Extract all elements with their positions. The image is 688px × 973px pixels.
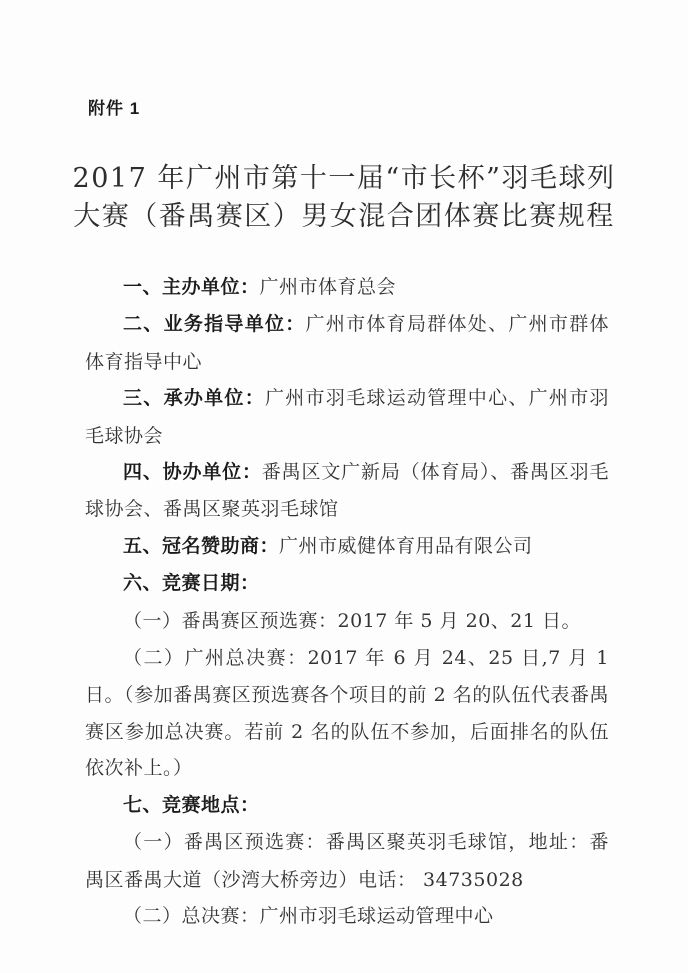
para-co-organizer-label: 四、协办单位：: [123, 462, 262, 484]
para-competition-dates-label: 六、竞赛日期：: [123, 573, 260, 595]
title-line-1: 2017 年广州市第十一届“市长杯”羽毛球列: [72, 163, 616, 194]
para-preliminary-date-text: （一）番禺赛区预选赛：2017 年 5 月 20、21 日。: [123, 609, 581, 632]
document-title: [44, 160, 644, 236]
para-venues-heading: [85, 787, 609, 824]
para-organizer: [85, 380, 609, 454]
para-preliminary-venue-text: （一）番禺区预选赛：番禺区聚英羽毛球馆，地址：番禺区番禺大道（沙湾大桥旁边）电话： 34735028: [85, 831, 609, 891]
para-host-org-text: 广州市体育总会: [259, 276, 397, 298]
para-host-org-label: 一、主办单位：: [123, 277, 260, 298]
document-body: [85, 269, 609, 935]
para-sponsor: [85, 528, 609, 565]
para-guidance-org-label: 二、业务指导单位：: [123, 314, 306, 336]
para-host-org: [85, 269, 609, 306]
para-venues-label: 七、竞赛地点：: [123, 794, 260, 816]
para-finals-date-text: （二）广州总决赛：2017 年 6 月 24、25 日,7 月 1 日。（参加番禺赛区预选赛各个项目的前 2 名的队伍代表番禺赛区参加总决赛。若前 2 名的队伍不参加，后面排名的队伍依次补上。）: [85, 647, 609, 780]
para-preliminary-date: [85, 603, 609, 640]
para-preliminary-venue: [85, 824, 609, 898]
para-competition-dates-heading: [85, 565, 609, 602]
para-sponsor-label: 五、冠名赞助商：: [123, 535, 280, 557]
attachment-label: 附件 1: [88, 99, 141, 118]
para-guidance-org-text: 广州市体育局群体处、广州市群体体育指导中心: [85, 313, 609, 373]
para-sponsor-text: 广州市威健体育用品有限公司: [279, 534, 533, 557]
para-organizer-label: 三、承办单位：: [123, 388, 265, 410]
para-finals-venue: [85, 898, 609, 935]
para-finals-venue-text: （二）总决赛：广州市羽毛球运动管理中心: [123, 904, 494, 927]
para-organizer-text: 广州市羽毛球运动管理中心、广州市羽毛球协会: [85, 387, 609, 447]
para-co-organizer-text: 番禺区文广新局（体育局）、番禺区羽毛球协会、番禺区聚英羽毛球馆: [85, 461, 609, 521]
para-co-organizer: [85, 454, 609, 528]
para-guidance-org: [85, 306, 609, 380]
para-finals-date: [85, 640, 609, 787]
title-line-2: 大赛（番禺赛区）男女混合团体赛比赛规程: [73, 201, 615, 232]
